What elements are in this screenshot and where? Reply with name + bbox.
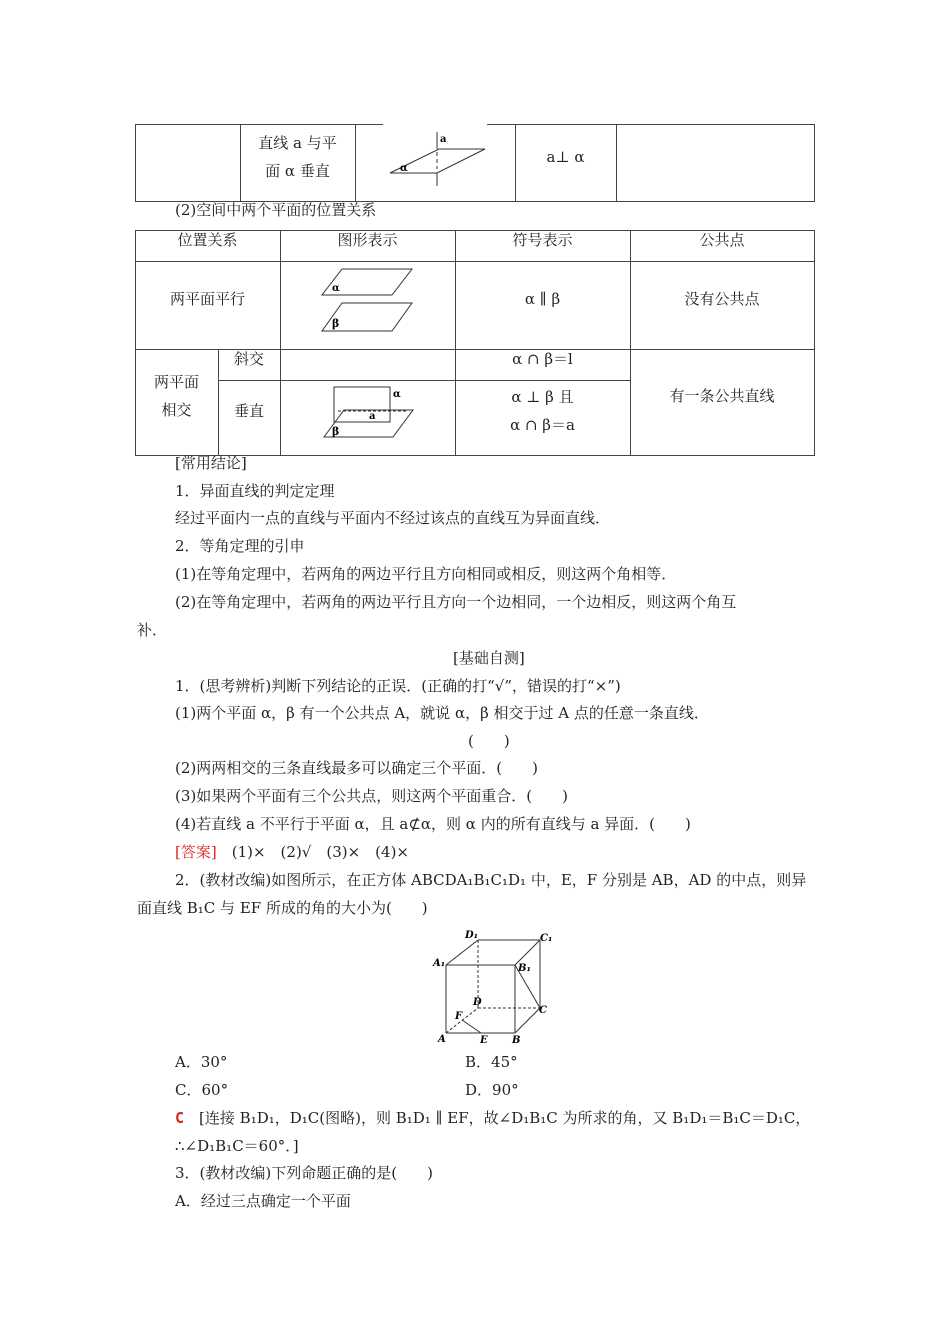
column-header: 位置关系: [177, 231, 238, 249]
column-header: 公共点: [699, 231, 745, 249]
explanation: [175, 1108, 810, 1128]
fig-label: α: [400, 163, 408, 174]
relation-text: 面 α 垂直: [265, 162, 330, 180]
relation-text: 两平面: [153, 373, 199, 391]
paragraph: 2．等角定理的引申: [175, 537, 305, 555]
symbol-text: a⊥ α: [546, 148, 585, 166]
cube-figure: [425, 925, 565, 1050]
vertex-label: F: [455, 1011, 463, 1022]
column-header: 图形表示: [337, 231, 398, 249]
question-1-item: (3)如果两个平面有三个公共点，则这两个平面重合．( ): [175, 787, 568, 805]
question-3: 3．(教材改编)下列命题正确的是( ): [175, 1164, 433, 1182]
vertex-label: B: [512, 1035, 521, 1046]
common-points-text: 有一条公共直线: [669, 387, 775, 405]
perpendicular-planes-figure: [280, 380, 455, 455]
question-1-item: (4)若直线 a 不平行于平面 α，且 a⊄α，则 α 内的所有直线与 a 异面．( ): [175, 815, 691, 833]
question-1: 1．(思考辨析)判断下列结论的正误．(正确的打“√”，错误的打“×”): [175, 677, 621, 695]
fig-label: α: [332, 283, 340, 294]
explanation-text: ∴∠D₁B₁C＝60°．]: [175, 1137, 299, 1155]
symbol-text: α ∩ β＝a: [510, 416, 575, 434]
paragraph: 1．异面直线的判定定理: [175, 482, 335, 500]
option-d: D．90°: [465, 1081, 519, 1099]
section-title: (2)空间中两个平面的位置关系: [175, 201, 377, 219]
vertex-label: D₁: [465, 930, 479, 941]
option-a: A．30°: [175, 1053, 228, 1071]
parallel-planes-figure: [280, 261, 455, 349]
answer-label: [答案]: [175, 843, 217, 861]
option-a: A．经过三点确定一个平面: [175, 1192, 351, 1210]
answer-letter: C: [175, 1109, 185, 1127]
explanation-text: [连接 B₁D₁，D₁C(图略)，则 B₁D₁ ∥ EF，故∠D₁B₁C 为所求的角，又 B₁D₁＝B₁C＝D₁C，: [199, 1109, 811, 1127]
symbol-text: α ∥ β: [524, 290, 561, 308]
answer-blank: ( ): [468, 732, 510, 750]
option-c: C．60°: [175, 1081, 229, 1099]
answer-text: (1)× (2)√ (3)× (4)×: [231, 843, 409, 861]
vertex-label: C: [539, 1005, 547, 1016]
option-b: B．45°: [465, 1053, 518, 1071]
question-2: 面直线 B₁C 与 EF 所成的角的大小为( ): [137, 899, 428, 917]
fig-label: β: [332, 425, 340, 438]
paragraph: (2)在等角定理中，若两角的两边平行且方向一个边相同，一个边相反，则这两个角互: [175, 593, 737, 611]
fig-label: α: [393, 389, 401, 400]
relation-text: 两平面平行: [169, 290, 245, 308]
relation-text: 直线 a 与平: [258, 134, 337, 152]
symbol-text: α ∩ β＝l: [512, 350, 573, 368]
paragraph: 经过平面内一点的直线与平面内不经过该点的直线互为异面直线．: [175, 509, 611, 527]
line-perp-plane-figure: [355, 124, 515, 202]
question-1-item: (1)两个平面 α，β 有一个公共点 A，就说 α，β 相交于过 A 点的任意一条直线．: [175, 704, 709, 722]
perp-label: 垂直: [233, 402, 264, 420]
section-heading: [基础自测]: [453, 649, 525, 667]
vertex-label: D: [473, 997, 482, 1008]
question-1-item: (2)两两相交的三条直线最多可以确定三个平面．( ): [175, 759, 538, 777]
vertex-label: C₁: [540, 933, 553, 944]
answer-line: [175, 842, 409, 862]
relation-text: 相交: [161, 401, 192, 419]
fig-label: a: [369, 411, 376, 422]
paragraph: 补．: [137, 621, 168, 639]
section-heading: [常用结论]: [175, 454, 247, 472]
vertex-label: A₁: [433, 958, 446, 969]
fig-label: β: [332, 317, 340, 330]
question-2: 2．(教材改编)如图所示，在正方体 ABCDA₁B₁C₁D₁ 中，E，F 分别是 AB，AD 的中点，则异: [175, 871, 807, 889]
oblique-label: 斜交: [233, 350, 264, 368]
vertex-label: E: [480, 1035, 488, 1046]
paragraph: (1)在等角定理中，若两角的两边平行且方向相同或相反，则这两个角相等．: [175, 565, 677, 583]
vertex-label: B₁: [518, 963, 531, 974]
vertex-label: A: [438, 1034, 446, 1045]
column-header: 符号表示: [512, 231, 573, 249]
symbol-text: α ⊥ β 且: [511, 388, 574, 406]
fig-label: a: [440, 134, 447, 145]
common-points-text: 没有公共点: [684, 290, 760, 308]
